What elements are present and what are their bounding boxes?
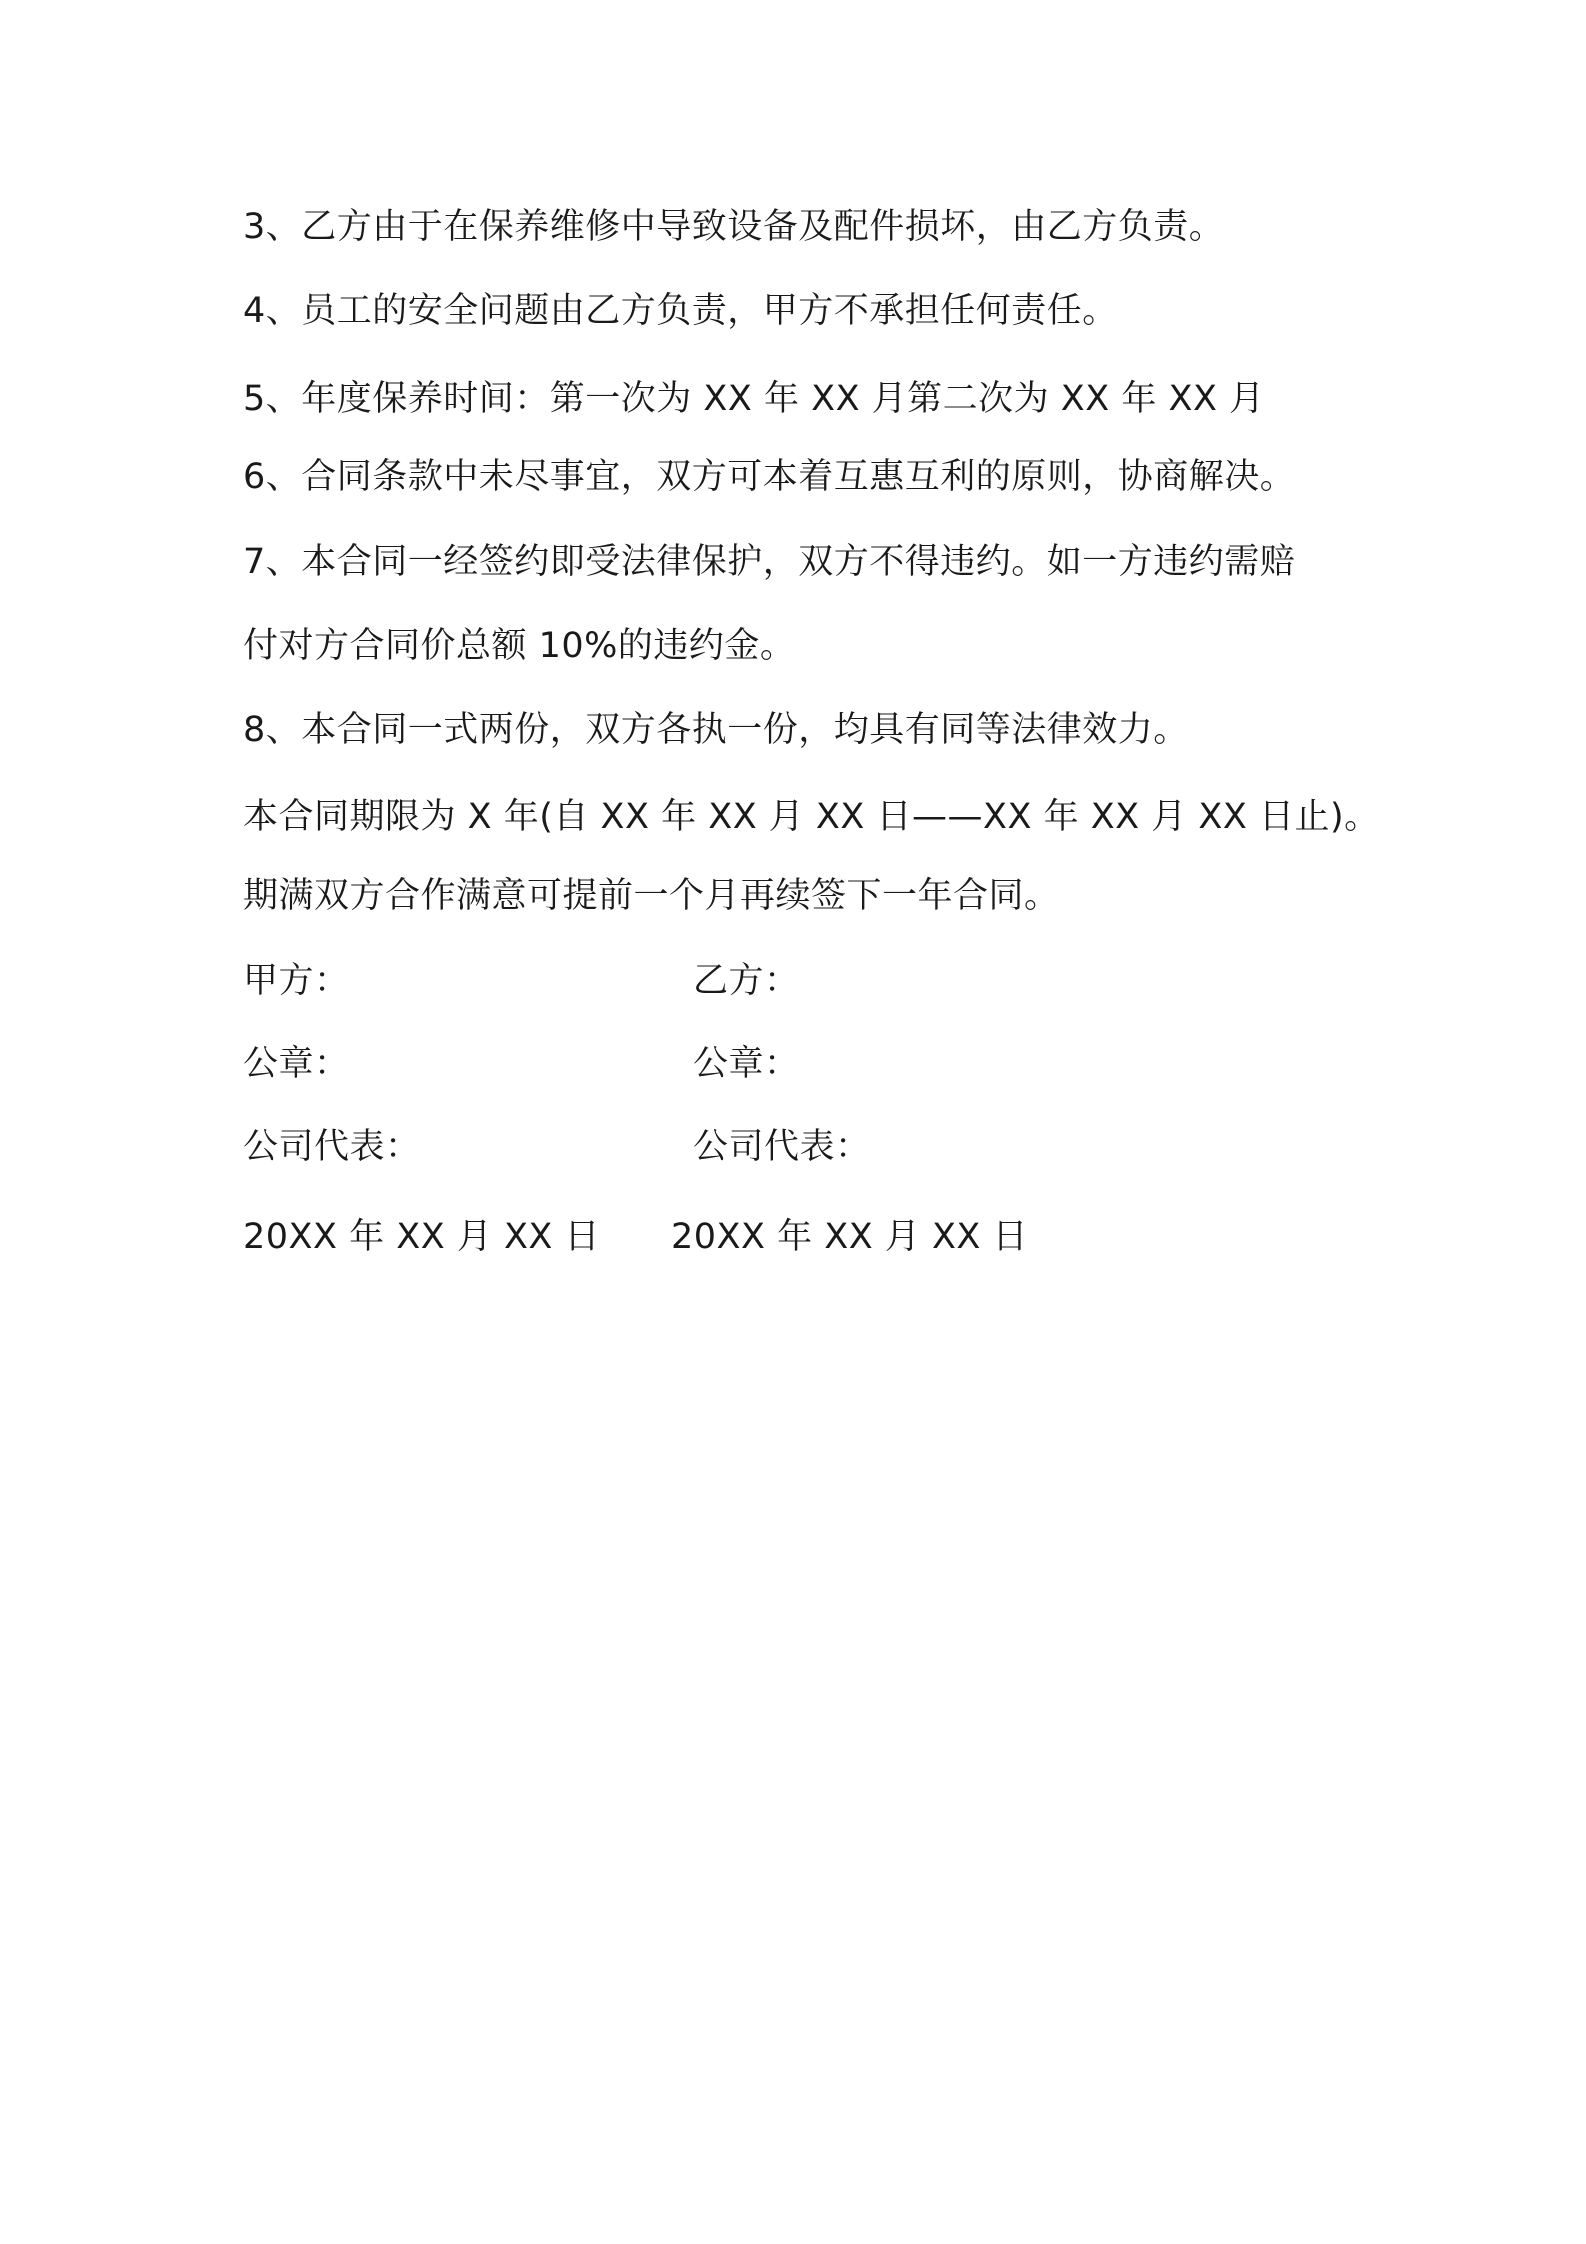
contract-term: 本合同期限为 X 年(自 XX 年 XX 月 XX 日——XX 年 XX 月 XX 日止)。 bbox=[243, 797, 1380, 837]
clause-7: 7、本合同一经签约即受法律保护，双方不得违约。如一方违约需赔 bbox=[243, 542, 1296, 582]
party-a-seal-label: 公章： bbox=[243, 1044, 350, 1084]
clause-6: 6、合同条款中未尽事宜，双方可本着互惠互利的原则，协商解决。 bbox=[243, 457, 1296, 497]
party-b-label: 乙方： bbox=[693, 961, 800, 1001]
party-b-date: 20XX 年 XX 月 XX 日 bbox=[671, 1217, 1029, 1257]
clause-8: 8、本合同一式两份，双方各执一份，均具有同等法律效力。 bbox=[243, 710, 1189, 750]
party-a-date: 20XX 年 XX 月 XX 日 bbox=[243, 1217, 601, 1257]
clause-7-continued: 付对方合同价总额 10%的违约金。 bbox=[243, 626, 796, 666]
clause-4: 4、员工的安全问题由乙方负责，甲方不承担任何责任。 bbox=[243, 291, 1118, 331]
party-a-label: 甲方： bbox=[243, 961, 350, 1001]
party-b-seal-label: 公章： bbox=[693, 1044, 800, 1084]
renewal-note: 期满双方合作满意可提前一个月再续签下一年合同。 bbox=[243, 876, 1060, 916]
party-a-representative-label: 公司代表： bbox=[243, 1127, 421, 1167]
party-b-representative-label: 公司代表： bbox=[693, 1127, 871, 1167]
clause-3: 3、乙方由于在保养维修中导致设备及配件损坏，由乙方负责。 bbox=[243, 207, 1225, 247]
clause-5: 5、年度保养时间：第一次为 XX 年 XX 月第二次为 XX 年 XX 月 bbox=[243, 379, 1265, 419]
